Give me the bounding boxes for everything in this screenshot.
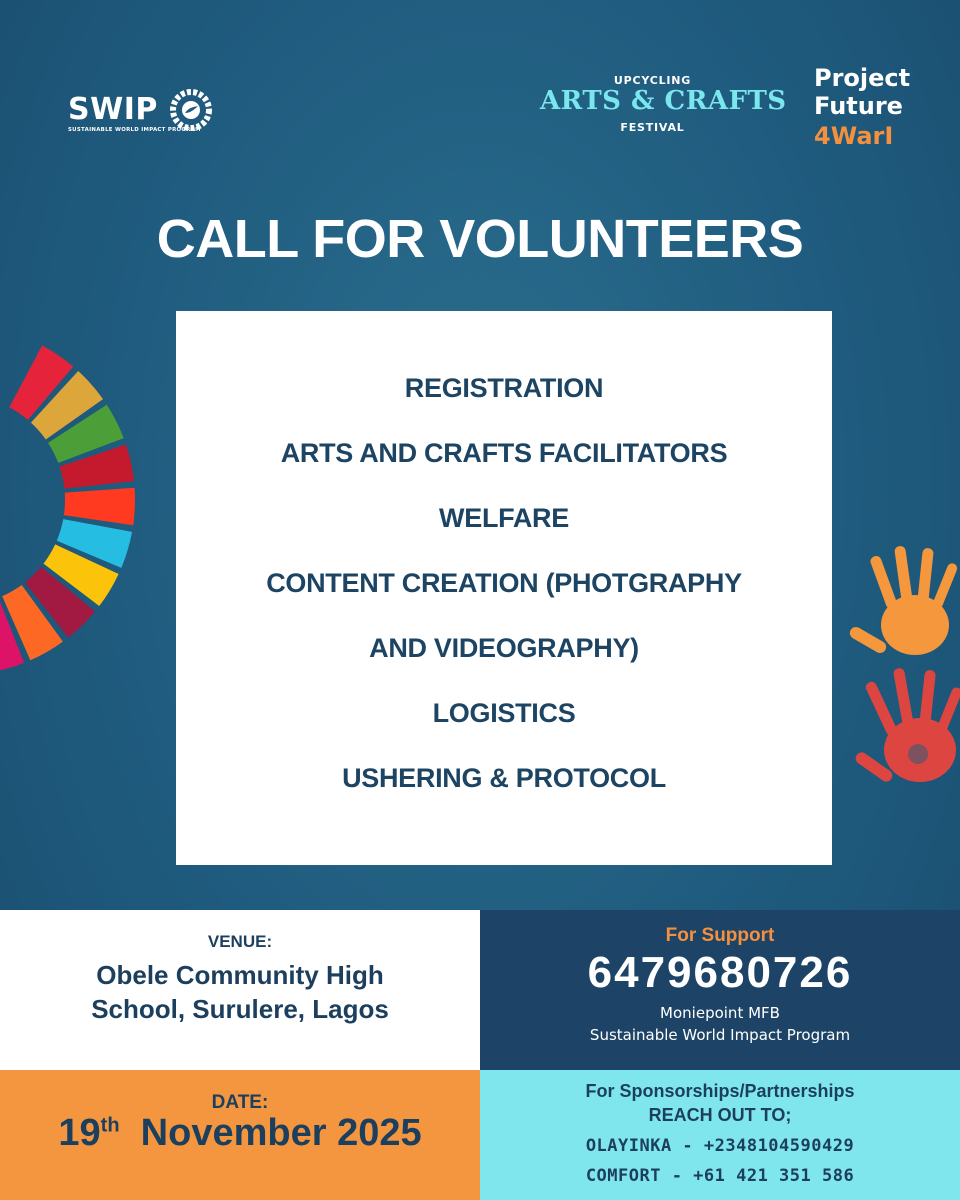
date-rest: November 2025 xyxy=(140,1112,422,1154)
festival-logo-bottom: FESTIVAL xyxy=(620,121,685,134)
sdg-wheel-segment xyxy=(64,488,135,525)
role-item: WELFARE xyxy=(439,503,569,533)
venue-line2: School, Surulere, Lagos xyxy=(91,994,389,1024)
role-item: USHERING & PROTOCOL xyxy=(342,763,666,793)
role-item: CONTENT CREATION (PHOTGRAPHY xyxy=(266,568,742,598)
page-title: CALL FOR VOLUNTEERS xyxy=(156,209,804,269)
swip-logo-tagline: SUSTAINABLE WORLD IMPACT PROGRAM xyxy=(68,127,201,133)
date-label: DATE: xyxy=(211,1092,269,1113)
venue-block xyxy=(0,910,480,1070)
sponsorship-subheading: REACH OUT TO; xyxy=(648,1105,792,1125)
date-day: 19 xyxy=(58,1112,101,1154)
support-account-number: 6479680726 xyxy=(587,948,853,997)
date-suffix: th xyxy=(100,1114,120,1137)
role-item: AND VIDEOGRAPHY) xyxy=(369,633,639,663)
sponsorship-block xyxy=(480,1070,960,1200)
date-value xyxy=(0,1112,480,1155)
role-item: LOGISTICS xyxy=(432,698,576,728)
swip-logo-icon xyxy=(170,89,212,131)
project-logo-line2: Future xyxy=(814,92,903,120)
roles-card xyxy=(176,311,832,865)
support-bank: Moniepoint MFB xyxy=(660,1004,780,1022)
project-logo-line1: Project xyxy=(814,64,911,92)
hand-prints-icon xyxy=(840,540,960,810)
venue-line1: Obele Community High xyxy=(96,960,384,990)
sponsorship-contact: COMFORT - +61 421 351 586 xyxy=(585,1166,855,1186)
sponsorship-contact: OLAYINKA - +2348104590429 xyxy=(585,1136,855,1156)
festival-logo-top: UPCYCLING xyxy=(613,74,692,87)
project-logo-line3: 4WarI xyxy=(814,122,894,150)
role-item: ARTS AND CRAFTS FACILITATORS xyxy=(280,438,728,468)
venue-label: VENUE: xyxy=(207,932,273,951)
swip-logo-wordmark: SWIP xyxy=(68,92,158,127)
support-label: For Support xyxy=(665,925,775,946)
sponsorship-heading: For Sponsorships/Partnerships xyxy=(585,1081,855,1101)
role-item: REGISTRATION xyxy=(404,373,604,403)
festival-logo-main: ARTS & CRAFTS xyxy=(540,86,787,116)
sdg-wheel-icon xyxy=(0,330,150,670)
date-block xyxy=(0,1070,480,1200)
support-block xyxy=(480,910,960,1070)
support-account-name: Sustainable World Impact Program xyxy=(589,1026,851,1044)
